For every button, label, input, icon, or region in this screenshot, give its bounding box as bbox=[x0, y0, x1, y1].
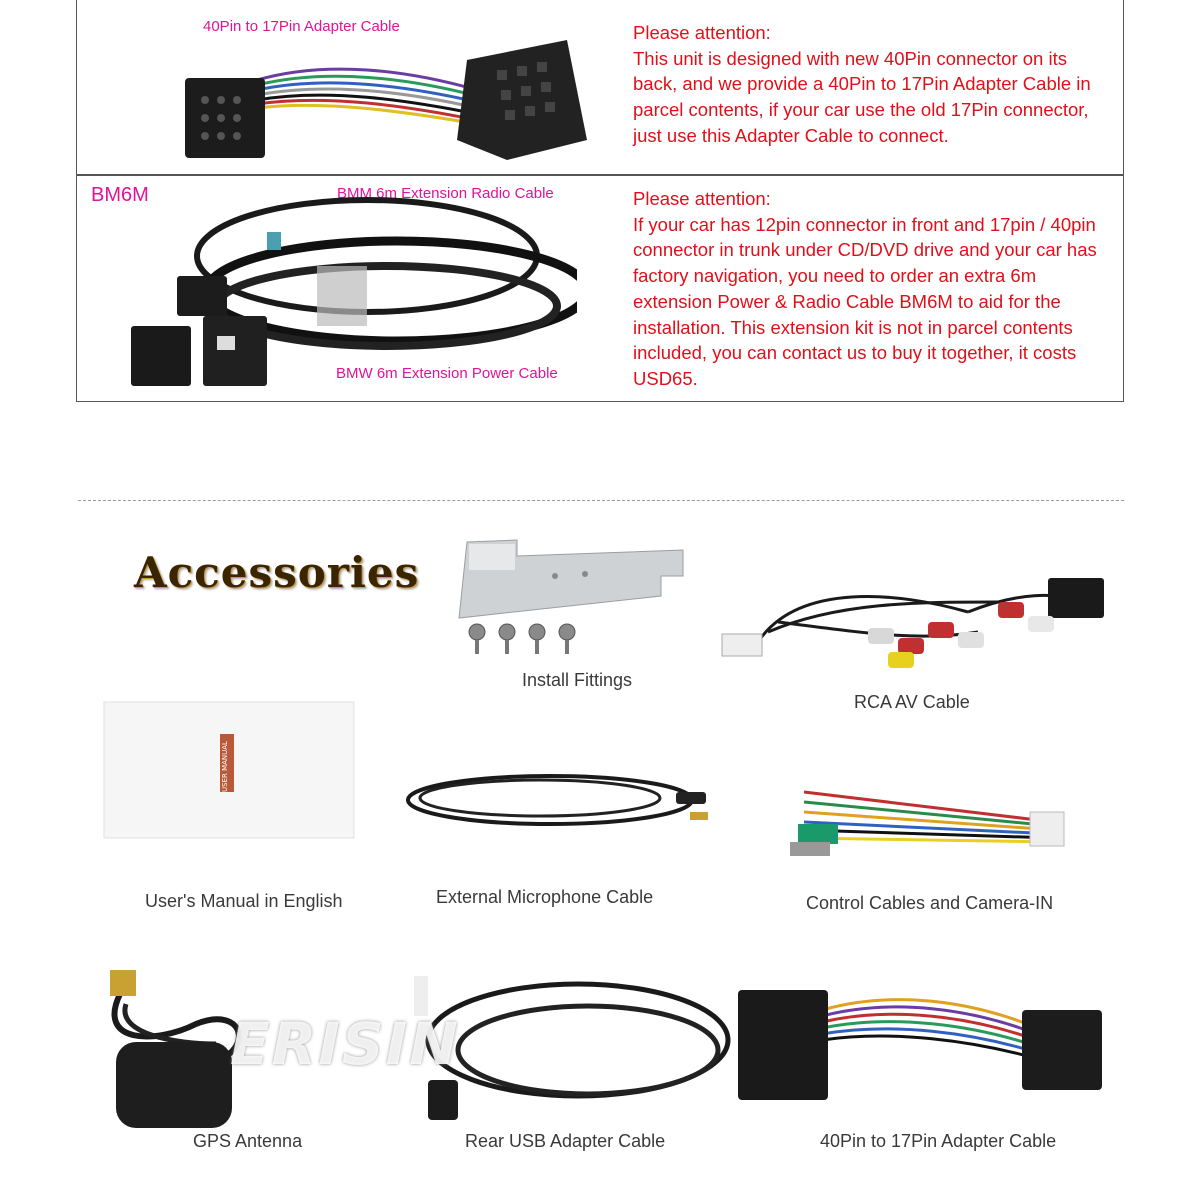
extension-attention-note bbox=[633, 186, 1113, 392]
adapter-cable-image bbox=[177, 30, 617, 170]
user-manual-tag: USER MANUAL bbox=[221, 741, 229, 793]
adapter-attention-note bbox=[633, 20, 1113, 149]
attention-text: If your car has 12pin connector in front and 17pin / 40pin connector in trunk under CD/DVD drive and your car has factory navigation, you need to order an extra 6m extension Power & Radio Cable BM6M to aid for the installation. This extension kit is not in parcel contents included, you can contact us to buy it together, it costs USD65. bbox=[633, 213, 1097, 389]
install-fittings-caption: Install Fittings bbox=[522, 670, 633, 690]
adapter-cable-label: 40Pin to 17Pin Adapter Cable bbox=[203, 18, 400, 35]
adapter-cable-accessory-image bbox=[732, 970, 1112, 1110]
rear-usb-cable-caption: Rear USB Adapter Cable bbox=[465, 1131, 666, 1151]
microphone-cable-image bbox=[400, 768, 720, 840]
gps-antenna-caption: GPS Antenna bbox=[193, 1131, 303, 1151]
info-table bbox=[76, 0, 1124, 402]
control-cables-image bbox=[784, 772, 1074, 862]
install-fittings-image bbox=[455, 536, 690, 661]
adapter-info-row bbox=[77, 0, 1123, 176]
rca-av-cable-caption: RCA AV Cable bbox=[854, 692, 970, 712]
radio-cable-label: BMM 6m Extension Radio Cable bbox=[337, 185, 554, 202]
product-code: BM6M bbox=[91, 184, 149, 206]
attention-title: Please attention: bbox=[633, 22, 771, 43]
attention-text: This unit is designed with new 40Pin connector on its back, and we provide a 40Pin to 17Pin Adapter Cable in parcel contents, if your car use the old 17Pin connector, just use this Adapter Cable to connect. bbox=[633, 47, 1091, 146]
rca-av-cable-image bbox=[718, 572, 1118, 682]
power-cable-label: BMW 6m Extension Power Cable bbox=[336, 365, 558, 382]
section-divider bbox=[78, 500, 1124, 501]
extension-cable-image bbox=[117, 186, 577, 396]
accessories-title: Accessories bbox=[134, 548, 420, 597]
extension-info-row bbox=[77, 176, 1123, 402]
attention-title: Please attention: bbox=[633, 188, 771, 209]
control-cables-caption: Control Cables and Camera-IN bbox=[806, 893, 1054, 913]
user-manual-caption: User's Manual in English bbox=[145, 891, 343, 911]
erisin-watermark: ERISIN bbox=[230, 1010, 460, 1078]
microphone-cable-caption: External Microphone Cable bbox=[436, 887, 654, 907]
adapter-cable-accessory-caption: 40Pin to 17Pin Adapter Cable bbox=[820, 1131, 1057, 1151]
